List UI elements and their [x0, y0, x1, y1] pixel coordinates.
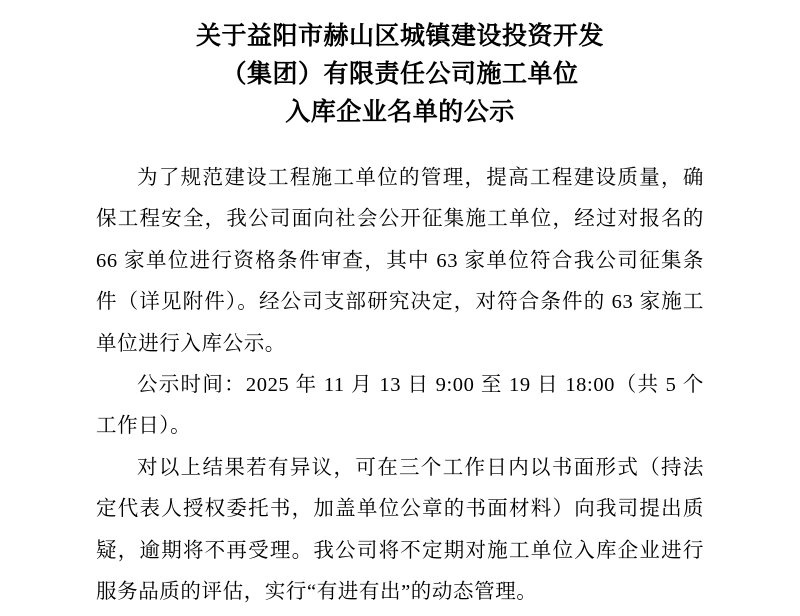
paragraph-3: 对以上结果若有异议，可在三个工作日内以书面形式（持法定代表人授权委托书，加盖单位公章的书面材料）向我司提出质疑，逾期将不再受理。我公司将不定期对施工单位入库企业进行服务品质的评估，实行“有进有出”的动态管理。	[96, 456, 704, 604]
paragraph-1: 为了规范建设工程施工单位的管理，提高工程建设质量，确保工程安全，我公司面向社会公开征集施工单位，经过对报名的 66 家单位进行资格条件审查，其中 63 家单位符合我公司征集条件（详见附件）。经公司支部研究决定，对符合条件的 63 家施工单位进行入库公示。	[96, 167, 704, 355]
paragraph-2: 公示时间：2025 年 11 月 13 日 9:00 至 19 日 18:00（共 5 个工作日）。	[96, 374, 704, 438]
page-title-line-1: 关于益阳市赫山区城镇建设投资开发	[195, 23, 604, 50]
document-body	[0, 132, 800, 613]
page-title	[0, 0, 800, 132]
page-title-line-2: （集团）有限责任公司施工单位	[221, 61, 579, 88]
page-title-line-3: 入库企业名单的公示	[285, 99, 515, 126]
